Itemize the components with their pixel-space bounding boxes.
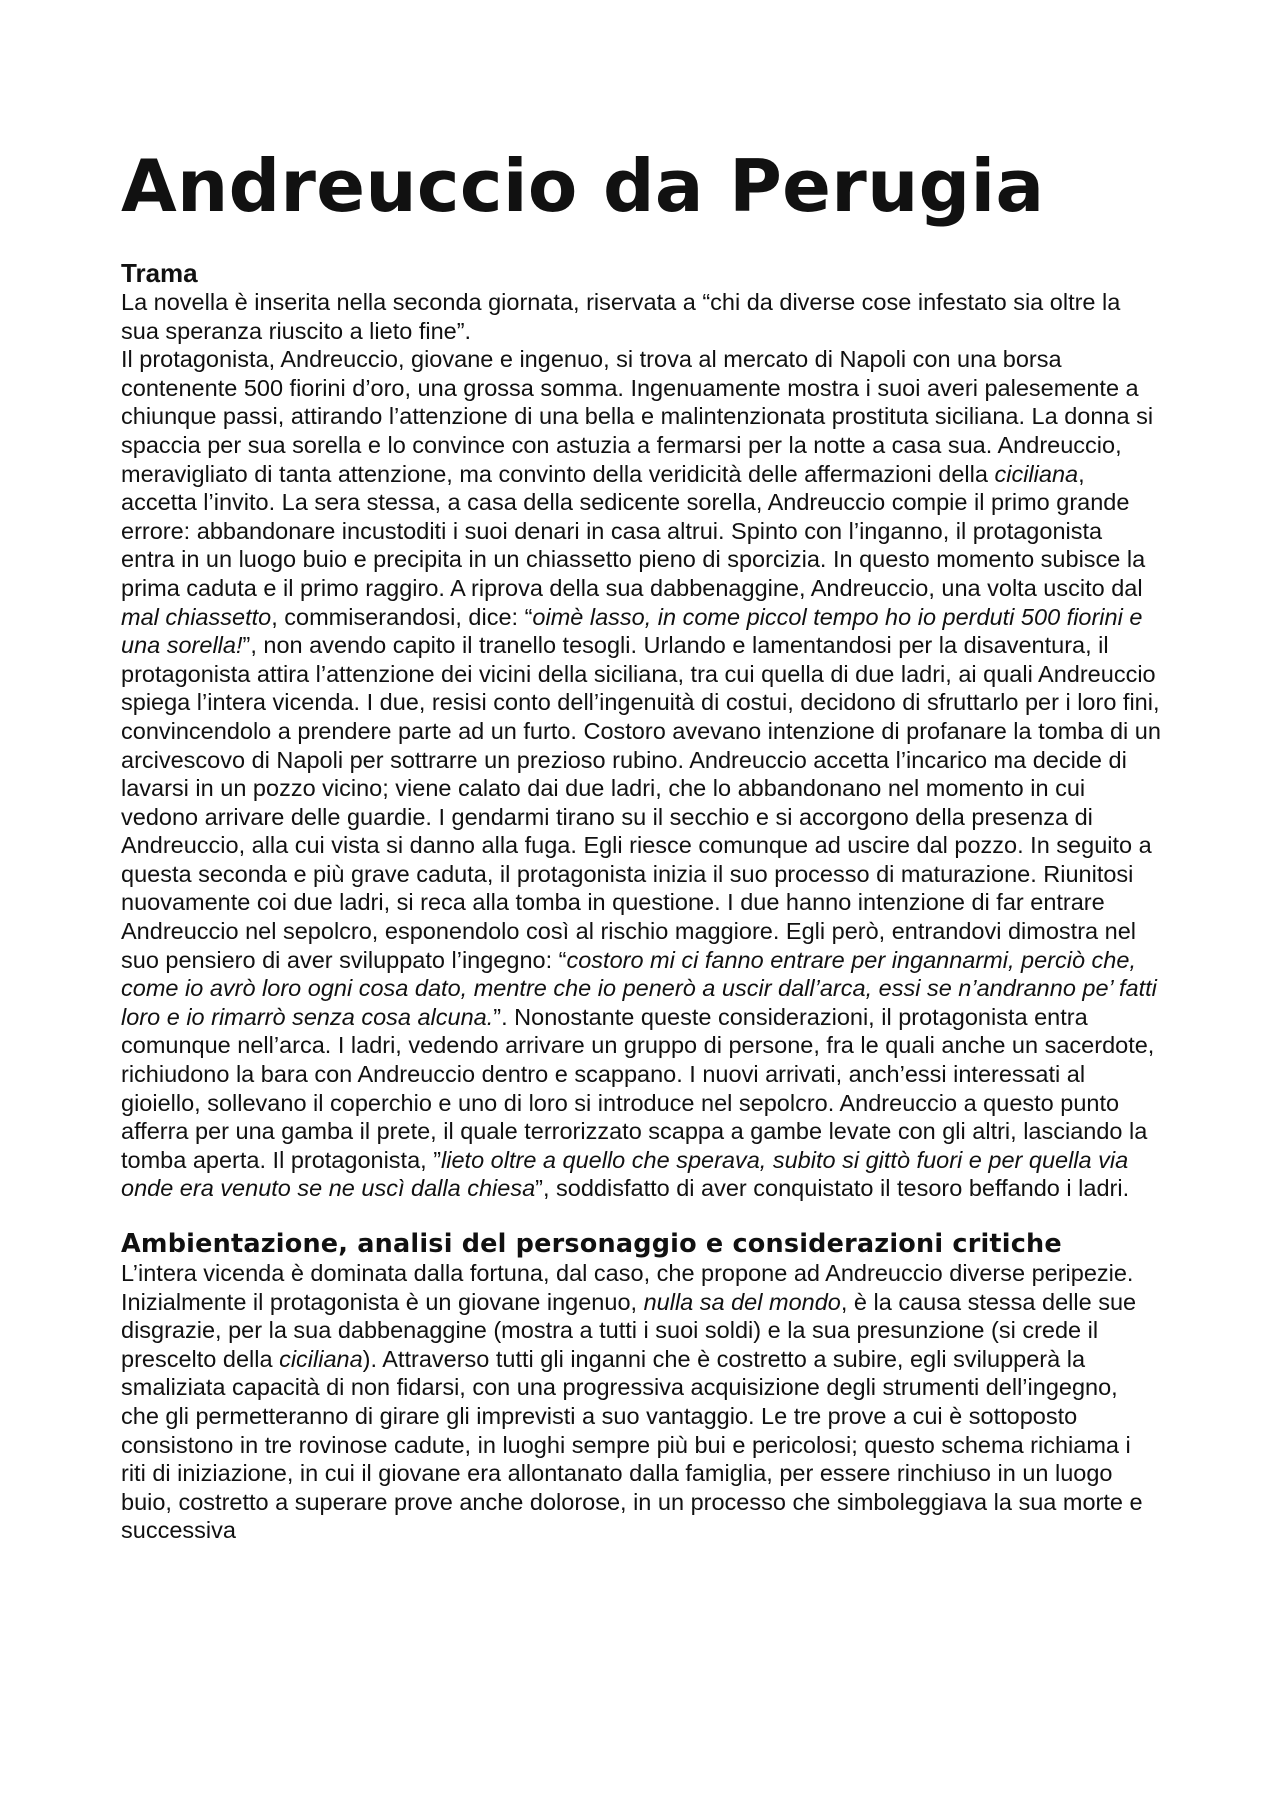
- text-run: ”. Nonostante queste considerazioni, il protagonista entra comunque nell’arca. I ladri, vedendo arrivare un gruppo di persone, fra le quali anche un sacerdote, richiudono la bara con Andreuccio dentro e scappano. I nuovi arrivati, anch’essi interessati al gioiello, sollevano il coperchio e uno di loro si introduce nel sepolcro. Andreuccio a questo punto afferra per una gamba il prete, il quale terrorizzato scappa a gambe levate con gli altri, lasciando la tomba aperta. Il protagonista, ”: [121, 1003, 1155, 1173]
- italic-run: ciciliana: [994, 460, 1079, 487]
- text-run: ). Attraverso tutti gli inganni che è costretto a subire, egli svilupperà la smaliziata capacità di non fidarsi, con una progressiva acquisizione degli strumenti dell’ingegno, che gli permetteranno di girare gli imprevisti a suo vantaggio. Le tre prove a cui è sottoposto consistono in tre rovinose cadute, in luoghi sempre più bui e pericolosi; questo schema richiama i riti di iniziazione, in cui il giovane era allontanato dalla famiglia, per essere rinchiuso in un luogo buio, costretto a superare prove anche dolorose, in un processo che simboleggiava la sua morte e successiva: [121, 1345, 1143, 1544]
- section-ambientazione: [121, 1229, 1161, 1545]
- text-run: Il protagonista, Andreuccio, giovane e ingenuo, si trova al mercato di Napoli con una borsa contenente 500 fiorini d’oro, una grossa somma. Ingenuamente mostra i suoi averi palesemente a chiunque passi, attirando l’attenzione di una bella e malintenzionata prostituta siciliana. La donna si spaccia per sua sorella e lo convince con astuzia a fermarsi per la notte a casa sua. Andreuccio, meravigliato di tanta attenzione, ma convinto della veridicità delle affermazioni della: [121, 346, 1154, 487]
- italic-quote: costoro mi ci fanno entrare per ingannarmi, perciò che, come io avrò loro ogni cosa dato, mentre che io penerò a uscir dall’arca, essi se n’andranno pe’ fatti loro e io rimarrò senza cosa alcuna.: [121, 946, 1157, 1030]
- italic-run: nulla sa del mondo: [643, 1288, 841, 1315]
- section-heading-ambientazione: Ambientazione, analisi del personaggio e considerazioni critiche: [121, 1229, 1062, 1259]
- text-run: ”, soddisfatto di aver conquistato il tesoro beffando i ladri.: [535, 1175, 1130, 1202]
- text-run: , commiserandosi, dice: “: [271, 603, 533, 630]
- text-run: La novella è inserita nella seconda giornata, riservata a “chi da diverse cose infestato sia oltre la sua speranza riuscito a lieto fine”.: [121, 289, 1121, 344]
- section-trama: [121, 258, 1161, 1203]
- text-run: , è la causa stessa delle sue disgrazie, per la sua dabbenaggine (mostra a tutti i suoi soldi) e la sua presunzione (si crede il prescelto della: [121, 1288, 1137, 1372]
- italic-quote: lieto oltre a quello che sperava, subito si gittò fuori e per quella via onde era venuto se ne uscì dalla chiesa: [121, 1146, 1129, 1202]
- italic-run: ciciliana: [279, 1345, 363, 1372]
- text-run: , accetta l’invito. La sera stessa, a casa della sedicente sorella, Andreuccio compie il primo grande errore: abbandonare incustoditi i suoi denari in casa altrui. Spinto con l’inganno, il protagonista entra in un luogo buio e precipita in un chiassetto pieno di sporcizia. In questo momento subisce la prima caduta e il primo raggiro. A riprova della sua dabbenaggine, Andreuccio, una volta uscito dal: [121, 460, 1146, 601]
- italic-quote: oimè lasso, in come piccol tempo ho io perduti 500 fiorini e una sorella!: [121, 603, 1143, 659]
- paragraph-plot: [121, 345, 1161, 1203]
- text-run: L’intera vicenda è dominata dalla fortuna, dal caso, che propone ad Andreuccio diverse peripezie. Inizialmente il protagonista è un giovane ingenuo,: [121, 1260, 1134, 1315]
- section-heading-trama: Trama: [121, 258, 198, 288]
- paragraph-intro: [121, 288, 1161, 345]
- paragraph-analysis: [121, 1259, 1161, 1545]
- document-title: Andreuccio da Perugia: [121, 144, 1045, 228]
- italic-run: mal chiassetto: [121, 603, 272, 630]
- text-run: ”, non avendo capito il tranello tesogli. Urlando e lamentandosi per la disaventura, il protagonista attira l’attenzione dei vicini della siciliana, tra cui quella di due ladri, ai quali Andreuccio spiega l’intera vicenda. I due, resisi conto dell’ingenuità di costui, decidono di sfruttarlo per i loro fini, convincendolo a prendere parte ad un furto. Costoro avevano intenzione di profanare la tomba di un arcivescovo di Napoli per sottrarre un prezioso rubino. Andreuccio accetta l’incarico ma decide di lavarsi in un pozzo vicino; viene calato dai due ladri, che lo abbandonano nel momento in cui vedono arrivare delle guardie. I gendarmi tirano su il secchio e si accorgono della presenza di Andreuccio, alla cui vista si danno alla fuga. Egli riesce comunque ad uscire dal pozzo. In seguito a questa seconda e più grave caduta, il protagonista inizia il suo processo di maturazione. Riunitosi nuovamente coi due ladri, si reca alla tomba in questione. I due hanno intenzione di far entrare Andreuccio nel sepolcro, esponendolo così al rischio maggiore. Egli però, entrandovi dimostra nel suo pensiero di aver sviluppato l’ingegno: “: [121, 632, 1161, 973]
- document-page: [121, 144, 1161, 1545]
